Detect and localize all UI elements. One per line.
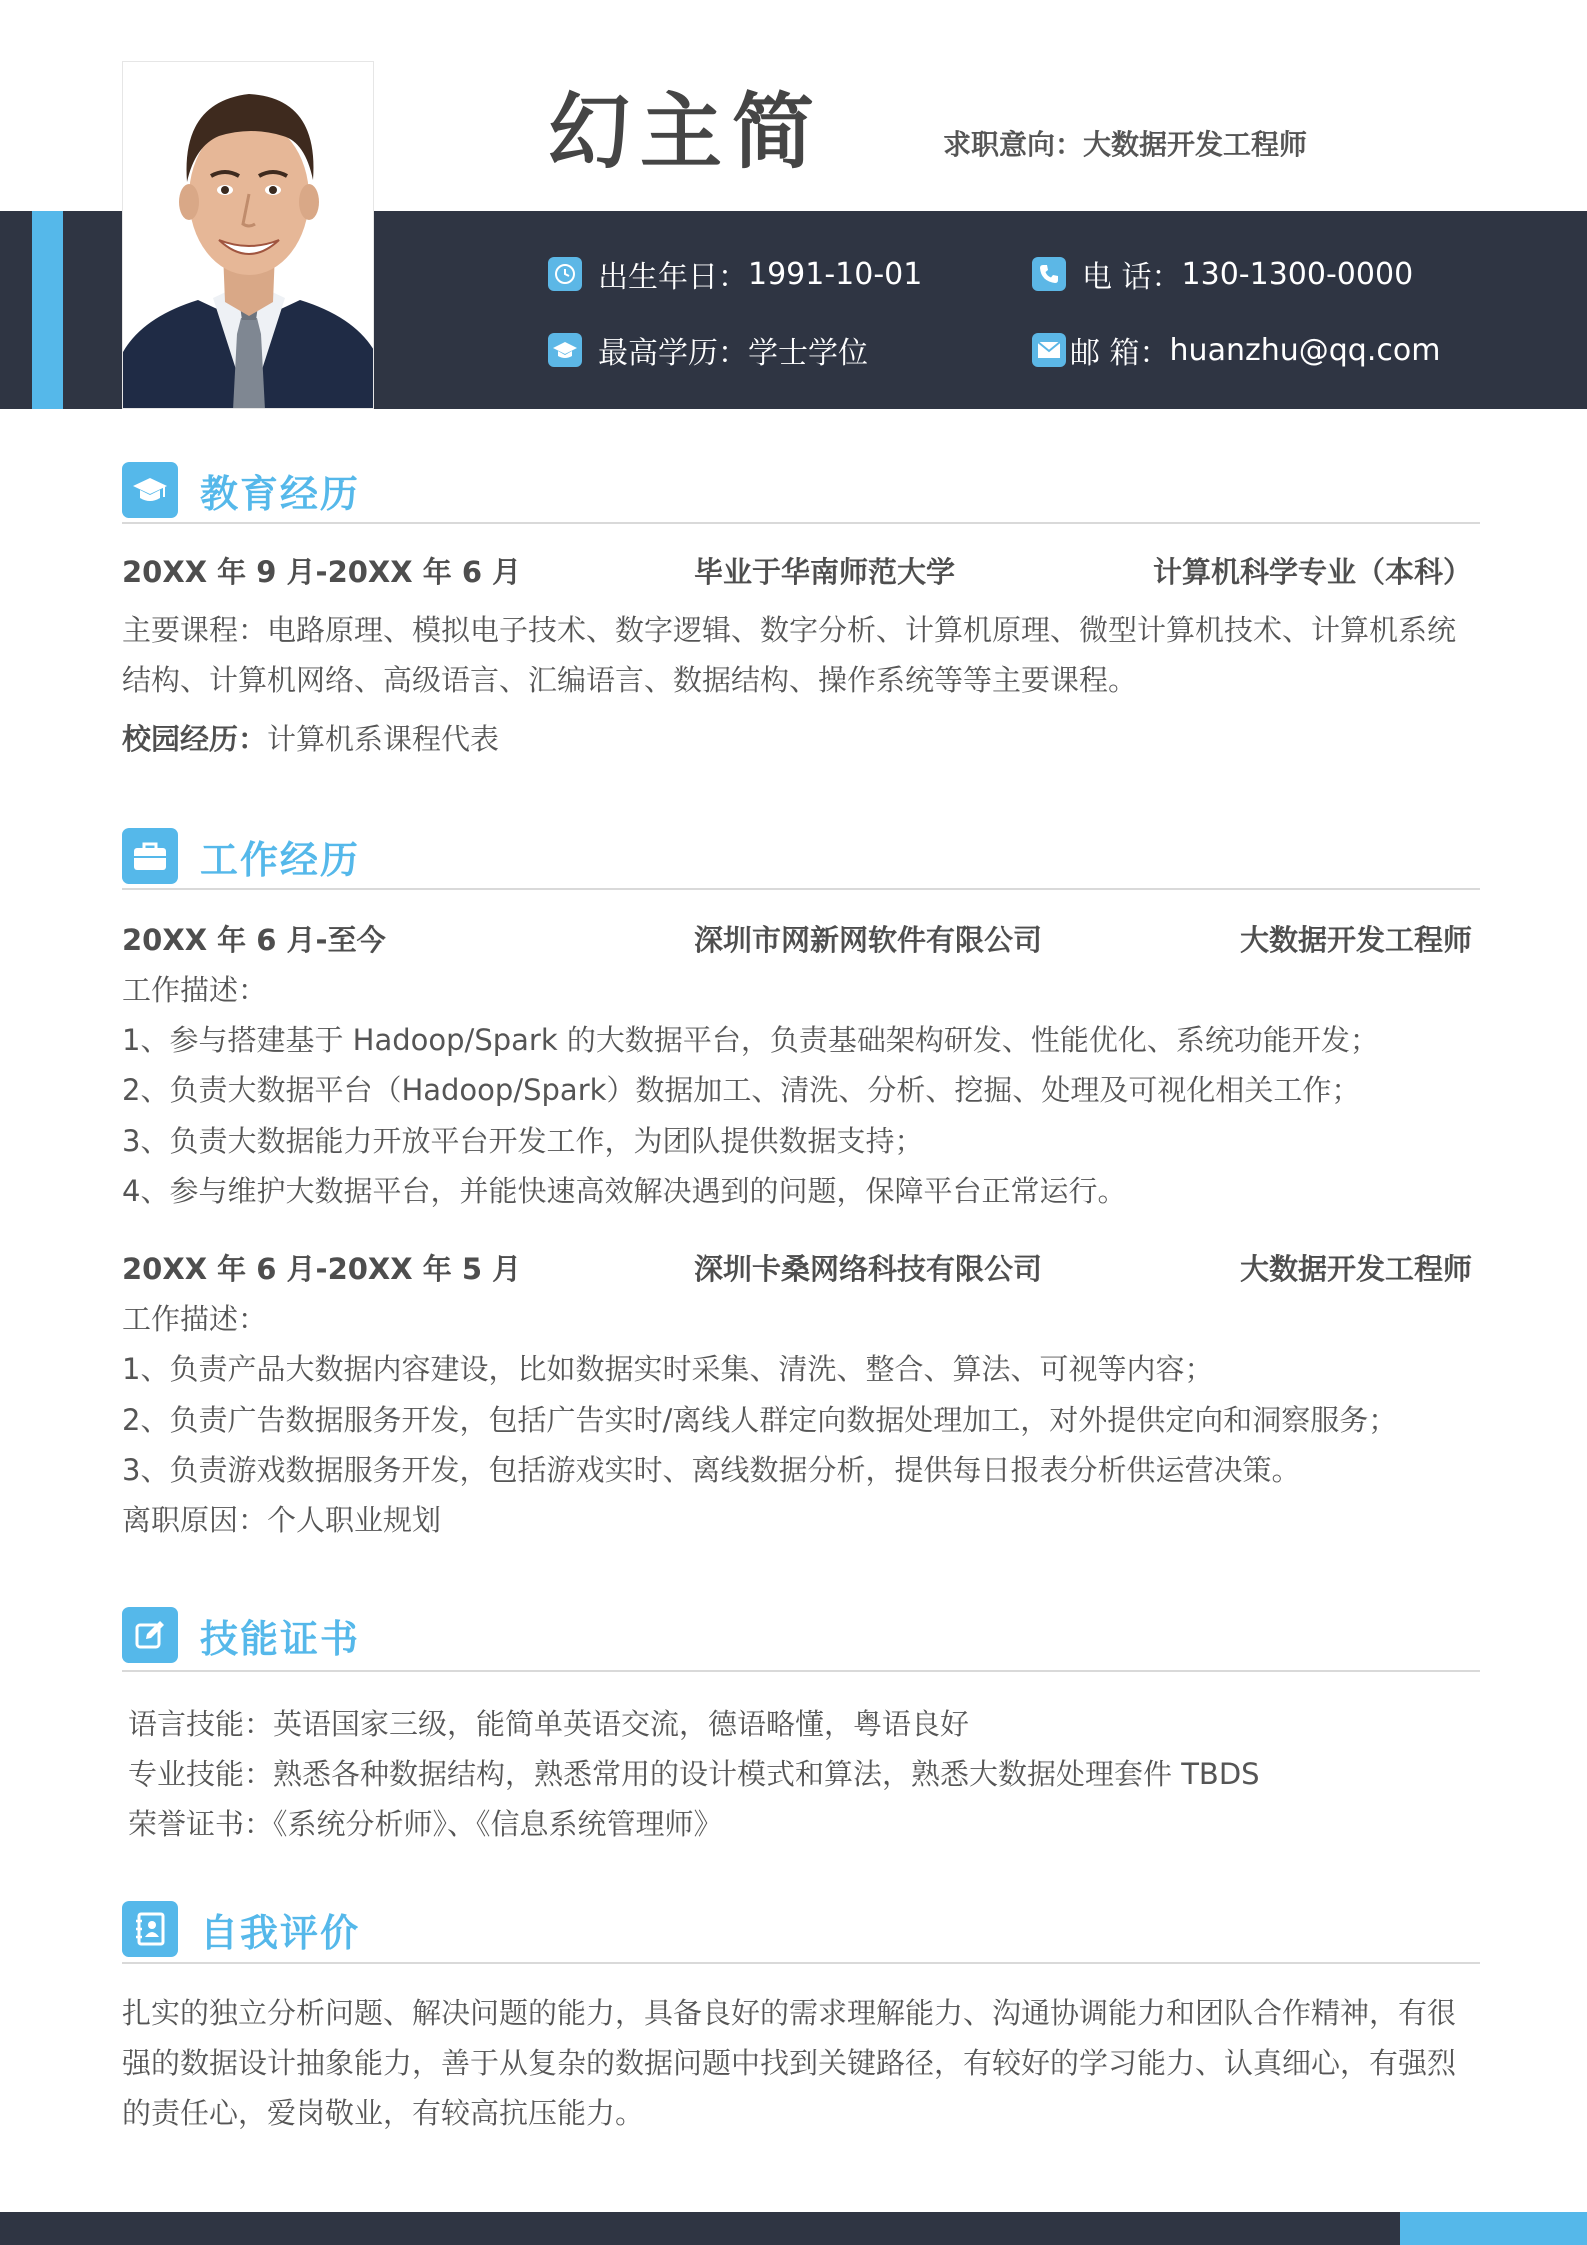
section-divider — [122, 522, 1480, 524]
birth-value: 1991-10-01 — [748, 256, 923, 292]
education-courses-line: 主要课程：电路原理、模拟电子技术、数字逻辑、数字分析、计算机原理、微型计算机技术、计算机系统 — [122, 613, 1457, 647]
job-position: 大数据开发工程师 — [1239, 923, 1472, 957]
header-accent-stripe — [32, 211, 63, 409]
job-intent-label: 求职意向： — [943, 128, 1084, 161]
section-divider — [122, 1962, 1480, 1964]
job-desc-item: 2、负责大数据平台（Hadoop/Spark）数据加工、清洗、分析、挖掘、处理及可视化相关工作； — [122, 1073, 1361, 1107]
self-eval-section-heading — [122, 1899, 360, 1959]
self-eval-title: 自我评价 — [200, 1910, 361, 1955]
job-company: 深圳市网新网软件有限公司 — [694, 923, 1043, 957]
education-label: 最高学历： — [598, 336, 748, 371]
briefcase-icon — [122, 828, 178, 884]
job-intent — [943, 125, 1307, 165]
footer-bar — [0, 2212, 1400, 2245]
self-eval-line: 的责任心，爱岗敬业，有较高抗压能力。 — [122, 2096, 645, 2130]
skill-line: 语言技能：英语国家三级，能简单英语交流，德语略懂，粤语良好 — [128, 1707, 970, 1741]
address-book-icon — [122, 1901, 178, 1957]
job-desc-item: 4、参与维护大数据平台，并能快速高效解决遇到的问题，保障平台正常运行。 — [122, 1174, 1127, 1208]
education-school: 毕业于华南师范大学 — [694, 555, 956, 589]
self-eval-line: 扎实的独立分析问题、解决问题的能力，具备良好的需求理解能力、沟通协调能力和团队合作精神，有很 — [122, 1996, 1457, 2030]
job-desc-label: 工作描述： — [122, 973, 268, 1007]
graduation-cap-icon — [122, 462, 178, 518]
job-desc-item: 3、负责大数据能力开放平台开发工作，为团队提供数据支持； — [122, 1124, 924, 1158]
skills-section-heading — [122, 1605, 360, 1665]
job-intent-value: 大数据开发工程师 — [1083, 128, 1308, 161]
skill-line: 专业技能：熟悉各种数据结构，熟悉常用的设计模式和算法，熟悉大数据处理套件 TBDS — [128, 1757, 1260, 1791]
job-company: 深圳卡桑网络科技有限公司 — [694, 1252, 1043, 1286]
birth-info — [548, 254, 922, 294]
education-info — [548, 330, 868, 370]
work-section-heading — [122, 826, 360, 886]
campus-label: 校园经历： — [122, 722, 268, 756]
footer-accent — [1400, 2212, 1587, 2245]
campus-experience — [122, 717, 1482, 761]
phone-info — [1032, 254, 1413, 294]
work-title: 工作经历 — [200, 837, 361, 882]
section-divider — [122, 1670, 1480, 1672]
portrait-image — [123, 62, 374, 409]
skills-title: 技能证书 — [200, 1616, 361, 1661]
education-courses-line: 结构、计算机网络、高级语言、汇编语言、数据结构、操作系统等等主要课程。 — [122, 663, 1138, 697]
email-info — [1032, 330, 1440, 370]
education-title: 教育经历 — [200, 471, 361, 516]
phone-label: 电 话： — [1082, 260, 1182, 295]
job-row — [122, 1249, 1472, 1289]
birth-label: 出生年日： — [598, 260, 748, 295]
phone-icon — [1032, 257, 1066, 291]
job-desc-item: 1、参与搭建基于 Hadoop/Spark 的大数据平台，负责基础架构研发、性能优化、系统功能开发； — [122, 1023, 1379, 1057]
email-label: 邮 箱： — [1070, 336, 1170, 371]
mail-icon — [1032, 333, 1066, 367]
job-period: 20XX 年 6 月-至今 — [122, 923, 386, 957]
clock-icon — [548, 257, 582, 291]
profile-photo — [122, 61, 374, 409]
job-row — [122, 920, 1472, 960]
email-value: huanzhu@qq.com — [1169, 332, 1441, 368]
job-position: 大数据开发工程师 — [1239, 1252, 1472, 1286]
job-leave-reason: 离职原因：个人职业规划 — [122, 1503, 442, 1537]
job-desc-item: 3、负责游戏数据服务开发，包括游戏实时、离线数据分析，提供每日报表分析供运营决策。 — [122, 1453, 1301, 1487]
job-desc-item: 1、负责产品大数据内容建设，比如数据实时采集、清洗、整合、算法、可视等内容； — [122, 1352, 1214, 1386]
campus-value: 计算机系课程代表 — [267, 722, 500, 756]
education-value: 学士学位 — [748, 336, 868, 371]
edit-icon — [122, 1607, 178, 1663]
education-major: 计算机科学专业（本科） — [1152, 555, 1472, 589]
education-row — [122, 552, 1472, 592]
education-section-heading — [122, 460, 360, 520]
phone-value: 130-1300-0000 — [1181, 256, 1414, 292]
skill-line: 荣誉证书：《系统分析师》、《信息系统管理师》 — [128, 1807, 723, 1841]
section-divider — [122, 888, 1480, 890]
job-desc-item: 2、负责广告数据服务开发，包括广告实时/离线人群定向数据处理加工，对外提供定向和洞察服务； — [122, 1403, 1398, 1437]
education-period: 20XX 年 9 月-20XX 年 6 月 — [122, 555, 522, 589]
job-desc-label: 工作描述： — [122, 1302, 268, 1336]
job-period: 20XX 年 6 月-20XX 年 5 月 — [122, 1252, 522, 1286]
self-eval-line: 强的数据设计抽象能力，善于从复杂的数据问题中找到关键路径，有较好的学习能力、认真细心，有强烈 — [122, 2046, 1457, 2080]
graduation-cap-icon — [548, 333, 582, 367]
candidate-name: 幻主简 — [548, 85, 825, 180]
